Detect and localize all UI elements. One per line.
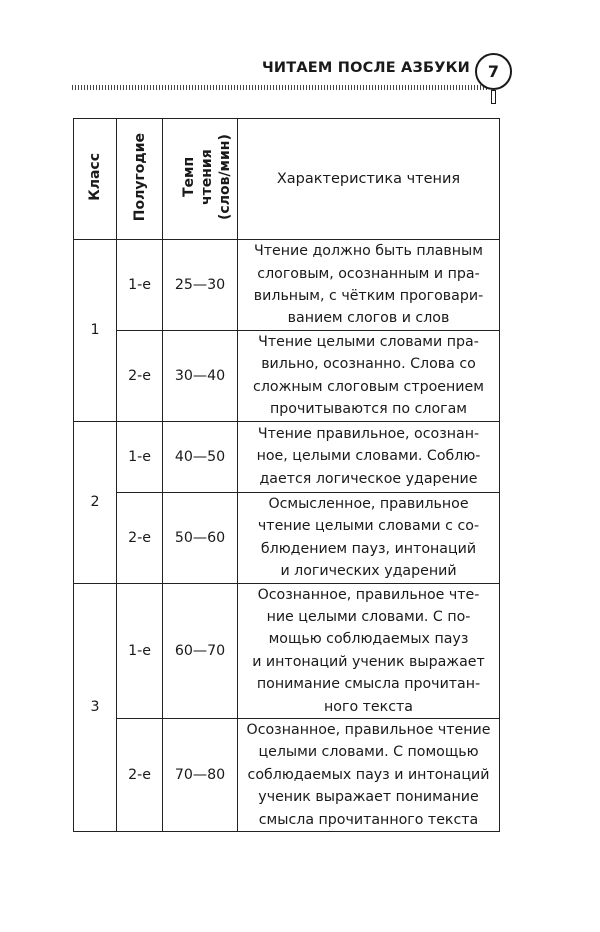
table-row <box>74 421 500 492</box>
half-year-cell: 1-е <box>117 240 163 331</box>
half-year-cell: 2-е <box>117 719 163 832</box>
description-line: чтение целыми словами с со- <box>257 518 480 535</box>
grade-cell: 3 <box>74 583 117 831</box>
description-line: Осмысленное, правильное <box>268 495 469 512</box>
description-line: ное, целыми словами. Соблю- <box>256 448 481 465</box>
description-line: Чтение должно быть плавным <box>254 243 483 260</box>
header-tempo: Темп чтения (слов/мин) <box>163 119 238 240</box>
description-line: мощью соблюдаемых пауз <box>268 631 469 648</box>
table-row <box>74 583 500 718</box>
tempo-cell: 40—50 <box>163 421 238 492</box>
half-year-cell: 1-е <box>117 421 163 492</box>
table-row <box>74 240 500 331</box>
tempo-cell: 30—40 <box>163 331 238 422</box>
tempo-cell: 50—60 <box>163 492 238 583</box>
description-line: соблюдаемых пауз и интонаций <box>247 766 490 783</box>
description-cell <box>238 719 500 832</box>
description-line: и интонаций ученик выражает <box>252 653 485 670</box>
table-header-row <box>74 119 500 240</box>
grade-cell: 1 <box>74 240 117 422</box>
description-line: ученик выражает понимание <box>258 789 479 806</box>
description-line: сложным слоговым строением <box>253 378 484 395</box>
description-line: Осознанное, правильное чтение <box>246 722 491 739</box>
half-year-cell: 1-е <box>117 583 163 718</box>
description-cell <box>238 492 500 583</box>
description-cell <box>238 331 500 422</box>
header-description: Характеристика чтения <box>238 119 500 240</box>
header-half-year: Полугодие <box>117 119 163 240</box>
description-line: вильно, осознанно. Слова со <box>261 356 476 373</box>
tempo-cell: 70—80 <box>163 719 238 832</box>
table-row <box>74 331 500 422</box>
description-line: смысла прочитанного текста <box>258 811 479 828</box>
running-title: ЧИТАЕМ ПОСЛЕ АЗБУКИ <box>262 60 470 76</box>
description-line: и логических ударений <box>280 563 457 580</box>
header-dotted-rule <box>72 85 488 90</box>
tempo-cell: 60—70 <box>163 583 238 718</box>
description-line: целыми словами. С помощью <box>258 744 479 761</box>
description-line: блюдением пауз, интонаций <box>260 540 477 557</box>
table-row <box>74 492 500 583</box>
table-row <box>74 719 500 832</box>
description-line: Чтение целыми словами пра- <box>258 334 479 350</box>
description-line: прочитываются по слогам <box>269 401 467 418</box>
description-line: понимание смысла прочитан- <box>256 676 481 693</box>
description-cell <box>238 240 500 331</box>
description-line: ного текста <box>324 698 413 715</box>
page-number: 7 <box>487 62 500 81</box>
description-line: ванием слогов и слов <box>287 310 450 327</box>
header-grade: Класс <box>74 119 117 240</box>
description-line: Осознанное, правильное чте- <box>257 586 480 603</box>
description-line: вильным, с чётким проговари- <box>253 288 484 304</box>
reading-norms-table <box>73 118 500 832</box>
page-number-badge <box>475 53 512 90</box>
half-year-cell: 2-е <box>117 331 163 422</box>
description-line: ние целыми словами. С по- <box>266 609 471 626</box>
description-cell <box>238 421 500 492</box>
description-cell <box>238 583 500 718</box>
description-line: слоговым, осознанным и пра- <box>257 265 480 282</box>
description-line: дается логическое ударение <box>259 470 478 487</box>
half-year-cell: 2-е <box>117 492 163 583</box>
tempo-cell: 25—30 <box>163 240 238 331</box>
badge-stem-decoration <box>491 90 496 104</box>
grade-cell: 2 <box>74 421 117 583</box>
description-line: Чтение правильное, осознан- <box>257 426 480 443</box>
